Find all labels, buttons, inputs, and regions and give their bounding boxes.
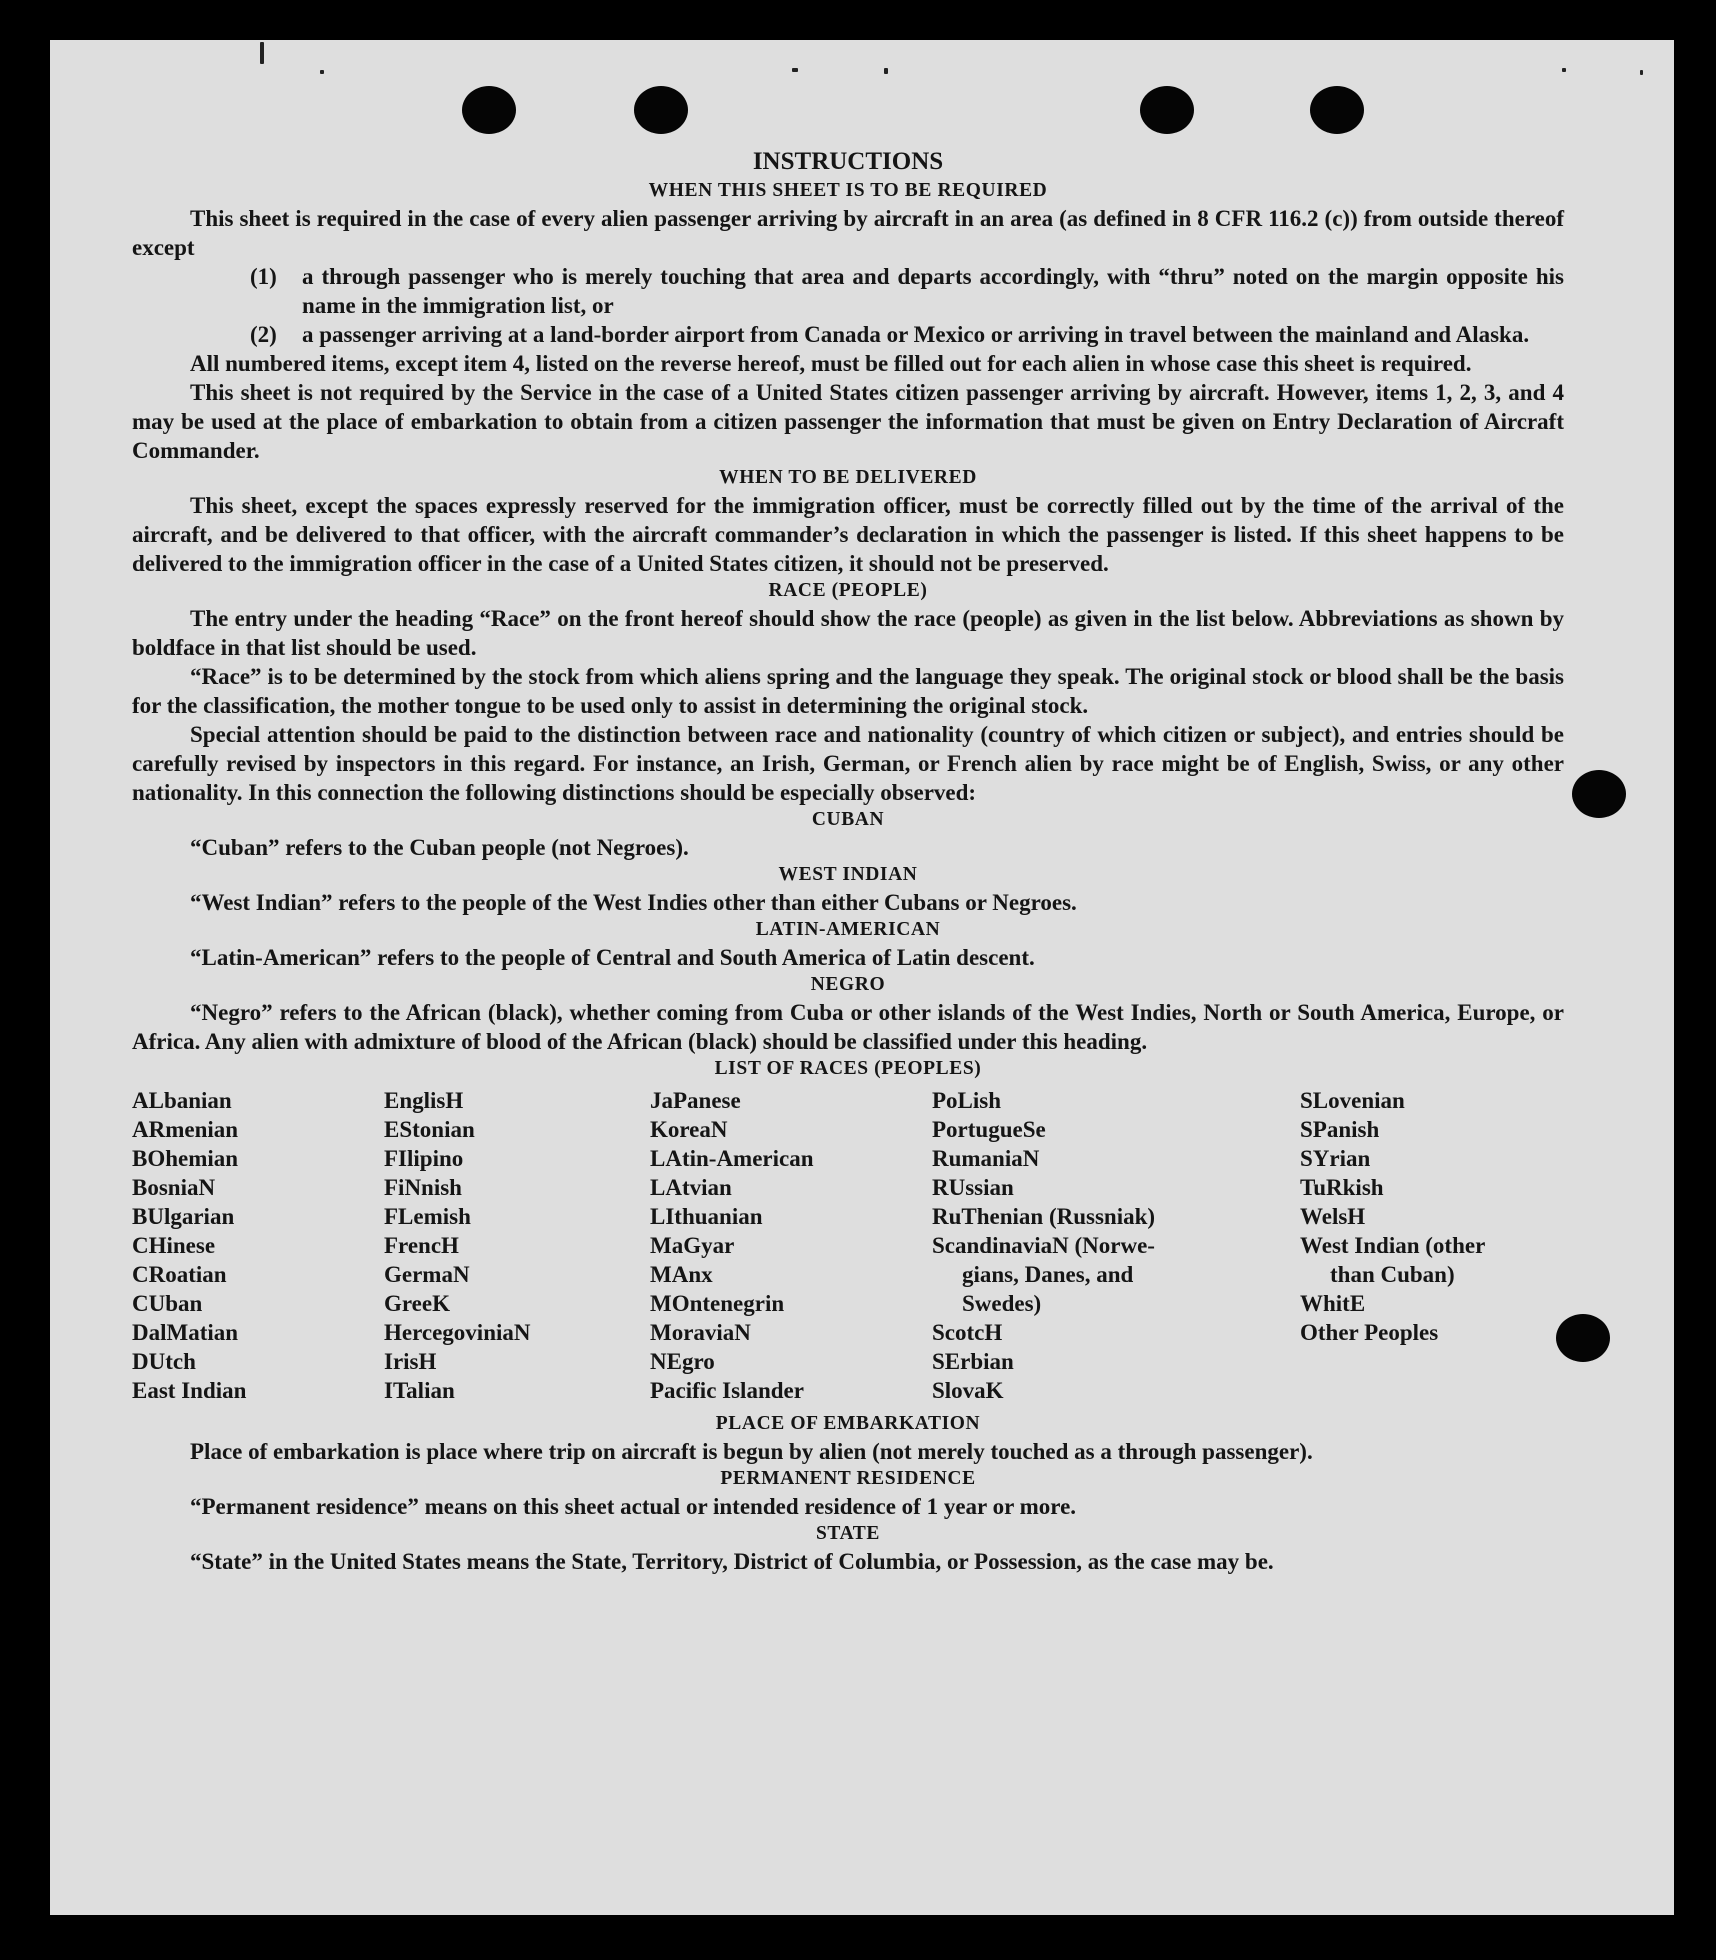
race-item: SPanish xyxy=(1300,1117,1380,1142)
races-column xyxy=(1300,1086,1560,1405)
section-heading-embarkation: PLACE OF EMBARKATION xyxy=(715,1413,981,1434)
race-item: SErbian xyxy=(932,1349,1014,1374)
section-heading-races-list: LIST OF RACES (PEOPLES) xyxy=(714,1058,982,1079)
race-item: NEgro xyxy=(650,1349,715,1374)
exception-text: a passenger arriving at a land-border airport from Canada or Mexico or arriving in travel between the mainland and Alaska. xyxy=(302,322,1530,347)
race-item: Other Peoples xyxy=(1300,1320,1439,1345)
exception-number: (1) xyxy=(250,264,277,289)
race-item: TuRkish xyxy=(1300,1175,1384,1200)
paragraph-citizen: This sheet is not required by the Service in the case of a United States citizen passenger arriving by aircraft. However, items 1, 2, 3, and 4 may be used at the place of embarkation to obtain from a citizen passenger the information that must be given on Entry Declaration of Aircraft Commander. xyxy=(132,380,1564,463)
race-item: ITalian xyxy=(384,1378,455,1403)
race-item: ARmenian xyxy=(132,1117,239,1142)
race-item: PoLish xyxy=(932,1088,1002,1113)
race-item: WelsH xyxy=(1300,1204,1366,1229)
race-item: East Indian xyxy=(132,1378,247,1403)
race-item: BOhemian xyxy=(132,1146,239,1171)
paragraph-negro: “Negro” refers to the African (black), whether coming from Cuba or other islands of the West Indies, North or South America, Europe, or Africa. Any alien with admixture of blood of the African (black) should be classified under this heading. xyxy=(132,1000,1564,1054)
race-item: SLovenian xyxy=(1300,1088,1405,1113)
race-item: SlovaK xyxy=(932,1378,1004,1403)
paragraph-race-definition: “Race” is to be determined by the stock from which aliens spring and the language they speak. The original stock or blood shall be the basis for the classification, the mother tongue to be used only to assist in determining the original stock. xyxy=(132,664,1564,718)
races-column xyxy=(384,1086,650,1405)
race-item: Swedes) xyxy=(962,1291,1042,1316)
race-item: PortugueSe xyxy=(932,1117,1046,1142)
race-item: RuThenian (Russniak) xyxy=(932,1204,1156,1229)
race-item: FLemish xyxy=(384,1204,471,1229)
punch-hole xyxy=(1556,1314,1610,1362)
paragraph-embarkation: Place of embarkation is place where trip on aircraft is begun by alien (not merely touched as a through passenger). xyxy=(190,1439,1313,1464)
page-title: INSTRUCTIONS xyxy=(752,148,944,175)
section-heading-race: RACE (PEOPLE) xyxy=(768,580,928,601)
section-heading-residence: PERMANENT RESIDENCE xyxy=(720,1468,976,1489)
scan-speck xyxy=(1640,70,1643,75)
races-column xyxy=(650,1086,932,1405)
race-item: LIthuanian xyxy=(650,1204,763,1229)
race-item: LAtvian xyxy=(650,1175,732,1200)
exception-item xyxy=(250,320,1564,349)
race-item: Pacific Islander xyxy=(650,1378,804,1403)
section-heading-cuban: CUBAN xyxy=(811,809,885,830)
race-item: CHinese xyxy=(132,1233,216,1258)
section-heading-delivered: WHEN TO BE DELIVERED xyxy=(719,467,977,488)
race-item: EStonian xyxy=(384,1117,475,1142)
punch-hole xyxy=(1310,86,1364,134)
race-item: West Indian (other xyxy=(1300,1233,1486,1258)
race-item: ALbanian xyxy=(132,1088,232,1113)
race-item: CUban xyxy=(132,1291,203,1316)
document-sheet xyxy=(50,40,1674,1915)
instructions-text xyxy=(132,146,1564,1576)
paragraph-numbered-items: All numbered items, except item 4, listed on the reverse hereof, must be filled out for each alien in whose case this sheet is required. xyxy=(190,351,1472,376)
paragraph-cuban: “Cuban” refers to the Cuban people (not Negroes). xyxy=(190,835,689,860)
scan-speck xyxy=(260,42,264,64)
scan-speck xyxy=(792,68,798,72)
races-column xyxy=(132,1086,384,1405)
paragraph-race-nationality: Special attention should be paid to the distinction between race and nationality (country of which citizen or subject), and entries should be carefully revised by inspectors in this regard. For instance, an Irish, German, or French alien by race might be of English, Swiss, or any other nationality. In this connection the following distinctions should be especially observed: xyxy=(132,722,1564,805)
paragraph-latin-american: “Latin-American” refers to the people of Central and South America of Latin descent. xyxy=(190,945,1035,970)
paragraph-state: “State” in the United States means the State, Territory, District of Columbia, or Possession, as the case may be. xyxy=(190,1549,1274,1574)
punch-hole xyxy=(462,86,516,134)
race-item: WhitE xyxy=(1300,1291,1366,1316)
races-column xyxy=(932,1086,1300,1405)
scan-speck xyxy=(884,68,888,74)
scan-speck xyxy=(320,70,324,74)
race-item: RUssian xyxy=(932,1175,1014,1200)
race-item: DUtch xyxy=(132,1349,196,1374)
paragraph-race-entry: The entry under the heading “Race” on the front hereof should show the race (people) as given in the list below. Abbreviations as shown by boldface in that list should be used. xyxy=(132,606,1564,660)
race-item: KoreaN xyxy=(650,1117,728,1142)
paragraph-residence: “Permanent residence” means on this sheet actual or intended residence of 1 year or more. xyxy=(190,1494,1077,1519)
race-item: IrisH xyxy=(384,1349,437,1374)
race-item: ScandinaviaN (Norwe- xyxy=(932,1233,1155,1258)
punch-hole xyxy=(1140,86,1194,134)
paragraph-west-indian: “West Indian” refers to the people of the West Indies other than either Cubans or Negroes. xyxy=(190,890,1077,915)
race-item: DalMatian xyxy=(132,1320,239,1345)
paragraph-delivered: This sheet, except the spaces expressly reserved for the immigration officer, must be correctly filled out by the time of the arrival of the aircraft, and be delivered to that officer, with the aircraft commander’s declaration in which the passenger is listed. If this sheet happens to be delivered to the immigration officer in the case of a United States citizen, it should not be preserved. xyxy=(132,493,1564,576)
exception-number: (2) xyxy=(250,322,277,347)
race-item: MAnx xyxy=(650,1262,713,1287)
races-list xyxy=(132,1086,1564,1405)
paragraph-required-intro: This sheet is required in the case of every alien passenger arriving by aircraft in an area (as defined in 8 CFR 116.2 (c)) from outside thereof except xyxy=(132,206,1564,260)
race-item: HercegoviniaN xyxy=(384,1320,531,1345)
race-item: JaPanese xyxy=(650,1088,741,1113)
race-item: SYrian xyxy=(1300,1146,1371,1171)
race-item: gians, Danes, and xyxy=(962,1262,1134,1287)
section-heading-west-indian: WEST INDIAN xyxy=(778,864,918,885)
race-item: BosniaN xyxy=(132,1175,216,1200)
exception-item xyxy=(250,262,1564,320)
race-item: MOntenegrin xyxy=(650,1291,785,1316)
race-item: LAtin-American xyxy=(650,1146,814,1171)
punch-hole xyxy=(1572,770,1626,818)
section-heading-state: STATE xyxy=(815,1523,881,1544)
race-item: EnglisH xyxy=(384,1088,464,1113)
race-item: MoraviaN xyxy=(650,1320,751,1345)
section-heading-required: WHEN THIS SHEET IS TO BE REQUIRED xyxy=(648,180,1048,201)
race-item: FiNnish xyxy=(384,1175,462,1200)
race-item: MaGyar xyxy=(650,1233,735,1258)
race-item: than Cuban) xyxy=(1330,1262,1455,1287)
scan-speck xyxy=(1562,68,1566,72)
section-heading-latin-american: LATIN-AMERICAN xyxy=(755,919,941,940)
exception-text: a through passenger who is merely touching that area and departs accordingly, with “thru” noted on the margin opposite his name in the immigration list, or xyxy=(302,264,1564,318)
race-item: GermaN xyxy=(384,1262,470,1287)
race-item: ScotcH xyxy=(932,1320,1003,1345)
section-heading-negro: NEGRO xyxy=(810,974,886,995)
race-item: FIlipino xyxy=(384,1146,464,1171)
race-item: FrencH xyxy=(384,1233,459,1258)
race-item: CRoatian xyxy=(132,1262,227,1287)
race-item: GreeK xyxy=(384,1291,450,1316)
punch-hole xyxy=(634,86,688,134)
race-item: BUlgarian xyxy=(132,1204,235,1229)
race-item: RumaniaN xyxy=(932,1146,1040,1171)
